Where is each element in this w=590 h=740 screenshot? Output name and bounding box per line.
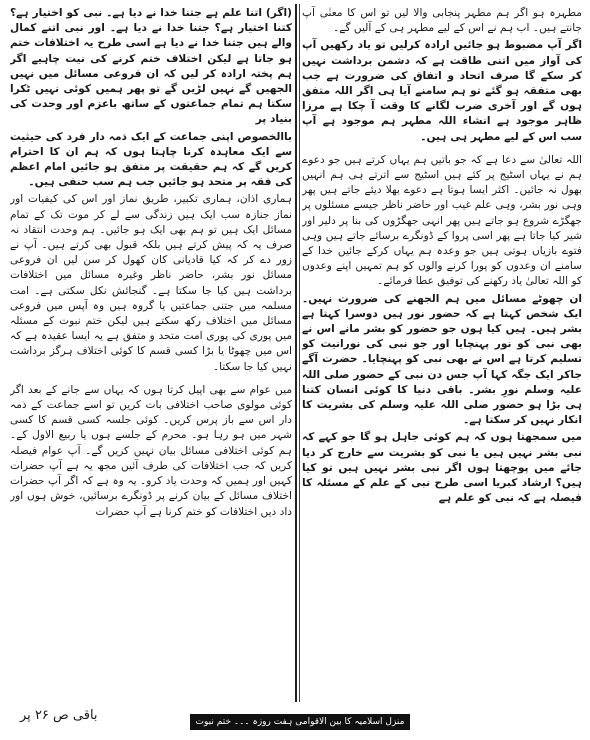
paragraph: میں سمجھتا ہوں کہ ہم کوئی جاہل ہو گا جو کہے کہ نبی بشر نہیں ہیں یا نبی کو بشریت سے خارج کر دیا جائے میں پوچھتا ہوں اگر نبی بشر نہیں ہیں تو کیا ہیں؟ ارشاد کبریا اسی طرح نبی کے علم کے مسئلہ کا فیصلہ ہے کہ نبی کو علم ہے <box>302 431 582 505</box>
continuation-note: باقی ص ۲۶ پر <box>20 708 98 723</box>
column-divider <box>299 4 300 702</box>
paragraph: میں عوام سے بھی اپیل کرتا ہوں کہ یہاں سے جانے کے بعد اگر کوئی مولوی صاحب اختلافی بات کریں تو اسے جماعت کے ذمہ دار اس سے باز پرس کریں۔ کوئی جلسہ کسی قسم کا کسی شہر میں ہو رہا ہو۔ محرم کے جلسے ہوں یا ربیع الاول کے۔ ہم کوئی اختلافی مسائل بیان نہیں کریں گے۔ آپ عوام فیصلہ کریں کہ جب اختلافات کی طرف آئیں مجھ یہ ہے آپ حضرات کہیں اور ہمیں کہ وحدت یاد کرو۔ یہ وہ ہے کہ اگر آپ حضرات اختلاف مسائل کے بیان کرنے پر ڈونگرے برسائیں، خوش ہوں اور داد دیں اختلافات کو ختم کرنا ہے آپ حضرات <box>10 383 292 518</box>
right-text-column <box>302 6 582 696</box>
paragraph: ان چھوٹے مسائل میں ہم الجھنے کی ضرورت نہیں۔ ایک شخص کہتا ہے کہ حضور نور ہیں دوسرا کہتا ہے بشر ہیں۔ ہیں کیا ہوں جو حضور کو بشر مانے اس نے بھی نبی کو نور پہنچایا اور جو نبی کی نورانیت کو تسلیم کرتا ہے اس نے بھی نبی کو پہنچایا۔ حضرت آگے جاکر ایک جگہ کہا آپ جس دن نبی کے حضور صلی اللہ علیہ وسلم نورِ بشر۔ باقی دنیا کا کوئی انسان کتنا ہی بڑا ہو حضور صلی اللہ علیہ وسلم کی بشریت کا انکار نہیں کر سکتا ہے۔ <box>302 292 582 427</box>
paragraph: مطہرہ ہو اگر ہم مطہر پنجابی والا لیں تو اس کا معنٰی آپ جانتے ہیں۔ اب ہم نے اس کے لیے مطہر ہی کے آلیں گے۔ <box>302 7 582 35</box>
paragraph: اللہ تعالیٰ سے دعا ہے کہ جو باتیں ہم یہاں کرتے ہیں جو دعوے ہم نے یہاں اسٹیج پر کئے ہیں اسٹیج سے اترتے ہی ہم انہیں بھول نہ جائیں۔ اکثر ایسا ہوتا ہے دعوے بھلا دیئے جاتے ہیں پھر وہی نور بشر، وہی علم غیب اور حاضر ناظر جیسے مسئلوں پر جھگڑے شروع ہو جاتے ہیں پھر انہی جھگڑوں کی بنا پر دلیر اور شیر کیا جاتا ہے پھر اسی پروا کے ڈونگرے برسائے جاتے ہیں وہی فتوے بازیاں ہوتی ہیں جو وعدہ ہم یہاں کرکے جائیں خدا کے سامنے ان وعدوں کو پورا کرنے والوں کو ہم تمہیں اپنے وعدوں کو اللہ تعالیٰ یاد رکھنے کی توفیق عطا فرمائے۔ <box>302 153 582 288</box>
paragraph: (اگر) اتنا علم ہے جتنا خدا نے دیا ہے۔ نبی کو اختیار ہے؟ کتنا اختیار ہے؟ جتنا خدا نے دیا ہے۔ اور نبی اتنے کمال والے ہیں جتنا خدا نے دیا ہے اسی طرح یہ اختلافات ختم ہو جاتا ہے لیکن اختلاف ختم کرنے کی نیت چاہیے اگر ہم پختہ ارادہ کر لیں کہ ان فروعی مسائل میں نہیں الجھیں گے نہیں لڑیں گے تو پھر ہمیں کوئی نہیں ٹکرا سکتا ہم تمام جماعتوں کے ساتھ باعزم اور وحدت کی بنیاد پر <box>10 7 292 126</box>
left-text-column <box>10 6 292 696</box>
paragraph: ہماری اذان، ہماری تکبیر، طریق نماز اور اس کی کیفیات اور نماز جنازہ سب ایک ہیں زندگی سے لے کر موت تک کے تمام مسائل ایک ہیں تو ہم بھی ایک ہو جائیں۔ ہم وحدت انتقاد نہ صرف یہ کہ پیش کرتے ہیں بلکہ قبول بھی کرتے ہیں۔ آپ نے زور دے کر کہ کیا قادیانی کان کھول کر سن لیں ان فروعی مسائل نور بشر، حاضر ناظر وغیرہ مسائل میں اختلافات برداشت ہیں کیا جا سکتا ہے۔ گنجائش نکل سکتی ہے۔ امت مسلمہ میں جتنی جماعتیں یا گروہ ہیں وہ آپس میں فروعی مسائل میں اختلاف رکھ سکتے ہیں لیکن ختم نبوت کے مسئلہ میں پوری کی پوری امت متحد و متفق ہے یہ ایسا عقیدہ ہے کہ اس میں چھوٹا یا بڑا کسی قسم کا کوئی اختلاف ہرگز برداشت نہیں کیا جا سکتا۔ <box>10 193 292 373</box>
paragraph: اگر آپ مضبوط ہو جائیں ارادہ کرلیں تو یاد رکھیں آپ کی آواز میں اتنی طاقت ہے کہ دشمن برداشت نہیں کر سکے گا صرف اتحاد و اتفاق کی ضرورت ہے جب بھی متفقہ ہو گئے تو ہم سامنے آیا ہی اگر اللہ متفق ہوں گے اور آخری ضرب لگانے کا وقت آ چکا ہے مرزا ظاہر موجود ہے انشاء اللہ مطہر ہم موجود ہے آپ سب اس کے لیے مطہر ہی ہیں۔ <box>302 39 582 143</box>
column-divider <box>295 4 297 702</box>
paragraph: باالخصوص اپنی جماعت کے ایک ذمہ دار فرد کی حیثیت سے ایک معاہدہ کرنا چاہتا ہوں کہ ہم ان کا احترام کریں گے کہ ہم حقیقت پر متفق ہو جائیں امام اعظم کی فقہ پر متحد ہو جائیں جب ہم سب حنفی ہیں۔ <box>10 130 292 189</box>
footer-banner: منزل اسلامیہ کا بین الاقوامی ہفت روزہ ۔۔۔ ختم نبوت <box>190 714 410 730</box>
